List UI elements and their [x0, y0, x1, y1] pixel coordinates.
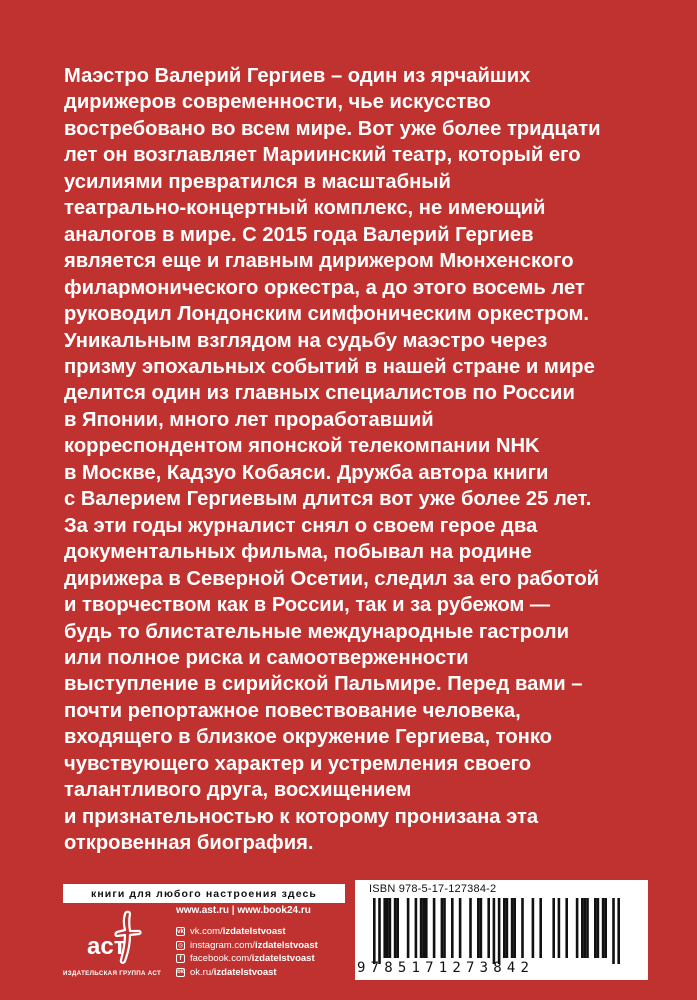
annotation-line: в Москве, Кадзуо Кобаяси. Дружба автора книги	[64, 461, 549, 484]
annotation-line: делится один из главных специалистов по России	[64, 382, 575, 405]
annotation-line: филармонического оркестра, а до этого восемь лет	[64, 276, 585, 299]
annotation-line: руководил Лондонским симфоническим оркестром.	[64, 303, 590, 326]
social-link[interactable]	[176, 966, 318, 979]
annotation-line: документальных фильма, побывал на родине	[64, 541, 532, 564]
annotation-line: дирижеров современности, чье искусство	[64, 91, 491, 114]
annotation-line: дирижера в Северной Осетии, следил за его работой	[64, 567, 600, 590]
ean-digits: 9785171273842	[357, 960, 535, 976]
annotation-line: входящего в близкое окружение Гергиева, тонко	[64, 726, 553, 749]
annotation-line: является еще и главным дирижером Мюнхенского	[64, 250, 574, 273]
annotation-line: лет он возглавляет Мариинский театр, который его	[64, 144, 581, 167]
annotation-line: и творчеством как в России, так и за рубежом —	[64, 594, 551, 617]
websites[interactable]: www.ast.ru | www.book24.ru	[176, 905, 311, 916]
social-link-prefix: instagram.com/	[190, 939, 255, 951]
social-link-handle: izdatelstvoast	[222, 926, 286, 937]
social-link-handle: izdatelstvoast	[251, 953, 315, 964]
social-link-prefix: vk.com/	[190, 926, 223, 937]
annotation-text	[64, 63, 664, 857]
ast-logo-icon	[81, 910, 151, 966]
ok-icon: ок	[177, 969, 184, 975]
annotation-line: Уникальным взглядом на судьбу маэстро через	[64, 329, 548, 352]
facebook-icon: f	[176, 954, 185, 963]
publisher-logo	[63, 910, 168, 980]
annotation-line: востребовано во всем мире. Вот уже более тридцати	[64, 117, 601, 140]
annotation-line: чувствующего характер и устремления своего	[64, 752, 532, 775]
annotation-line: выступление в сирийской Пальмире. Перед вами –	[64, 673, 583, 696]
annotation-line: аналогов в мире. С 2015 года Валерий Гергиев	[64, 223, 534, 246]
social-link-prefix: ok.ru/	[190, 966, 214, 978]
annotation-line: в Японии, много лет проработавший	[64, 408, 434, 431]
social-link-handle: izdatelstvoast	[213, 966, 277, 978]
annotation-line: талантливого друга, восхищением	[64, 779, 412, 802]
isbn: ISBN 978-5-17-127384-2	[369, 883, 497, 895]
social-link-handle: izdatelstvoast	[254, 939, 318, 951]
barcode-box	[355, 880, 648, 980]
annotation-line: почти репортажное повествование человека,	[64, 699, 521, 722]
annotation-line: Маэстро Валерий Гергиев – один из ярчайших	[64, 65, 531, 87]
logo-text: аст	[87, 933, 126, 960]
annotation-line: или полное риска и самоотверженности	[64, 646, 469, 669]
social-link[interactable]	[176, 952, 318, 965]
annotation-line: откровенная биография.	[64, 832, 314, 855]
vk-icon: vk	[177, 928, 184, 935]
annotation-line: с Валерием Гергиевым длится вот уже более 25 лет.	[64, 488, 592, 511]
social-link-prefix: facebook.com/	[190, 953, 252, 964]
social-link[interactable]	[176, 939, 318, 952]
instagram-icon: ◎	[177, 942, 184, 949]
tagline: книги для любого настроения здесь	[63, 884, 345, 903]
annotation-line: театрально-концертный комплекс, не имеющий	[64, 197, 546, 220]
annotation-line: будь то блистательные международные гастроли	[64, 620, 570, 643]
annotation-line: За эти годы журналист снял о своем герое два	[64, 514, 538, 537]
social-link[interactable]	[176, 925, 318, 938]
social-links	[176, 925, 318, 979]
annotation-line: корреспондентом японской телекомпании NHK	[64, 435, 540, 458]
annotation-line: призму эпохальных событий в нашей стране и мире	[64, 355, 595, 378]
publisher-name: ИЗДАТЕЛЬСКАЯ ГРУППА АСТ	[63, 970, 162, 977]
annotation-line: усилиями превратился в масштабный	[64, 170, 451, 193]
annotation-line: и признательностью к которому пронизана эта	[64, 805, 539, 828]
